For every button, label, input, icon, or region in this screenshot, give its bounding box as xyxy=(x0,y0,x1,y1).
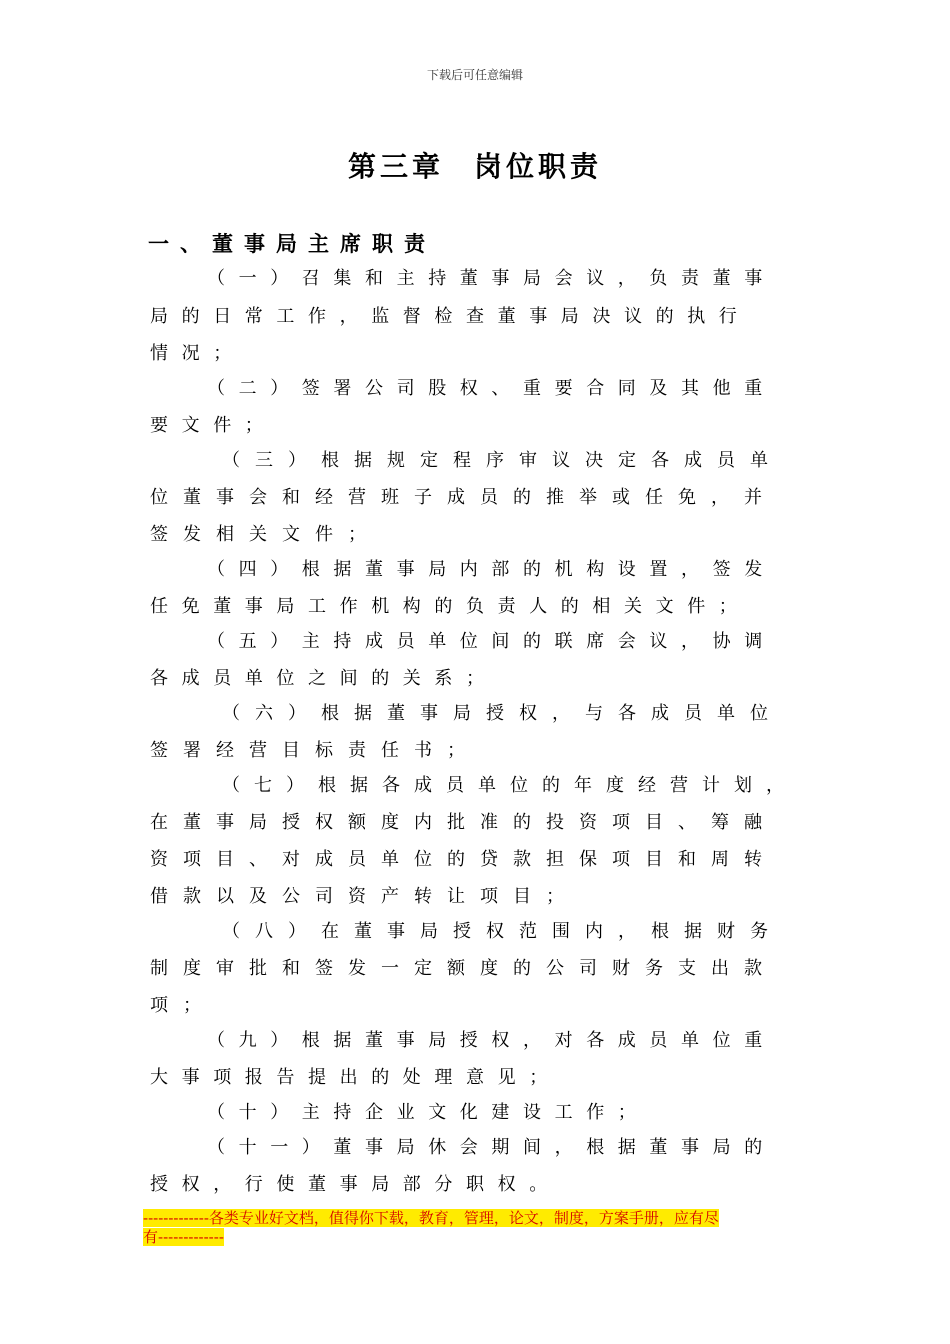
footer-promo xyxy=(143,1209,808,1247)
text-line: （五）主持成员单位间的联席会议，协调 xyxy=(207,631,776,652)
text-line: 各成员单位之间的关系； xyxy=(150,668,498,689)
text-line: 在董事局授权额度内批准的投资项目、筹融 xyxy=(150,812,777,833)
text-line: （十一）董事局休会期间，根据董事局的 xyxy=(207,1137,776,1158)
text-line: 大事项报告提出的处理意见； xyxy=(150,1067,561,1088)
text-line: （十）主持企业文化建设工作； xyxy=(207,1102,650,1123)
header-note: 下载后可任意编辑 xyxy=(426,68,523,82)
text-line: （八）在董事局授权范围内，根据财务 xyxy=(222,921,783,942)
text-line: 资项目、对成员单位的贷款担保项目和周转 xyxy=(150,849,777,870)
section-heading: 一、董事局主席职责 xyxy=(148,232,436,256)
text-line: 签署经营目标责任书； xyxy=(150,740,480,761)
text-line: 授权，行使董事局部分职权。 xyxy=(150,1174,561,1195)
text-line: 借款以及公司资产转让项目； xyxy=(150,886,579,907)
text-line: （六）根据董事局授权，与各成员单位 xyxy=(222,703,783,724)
text-line: （二）签署公司股权、重要合同及其他重 xyxy=(207,378,776,399)
chapter-number: 第三章 xyxy=(347,150,444,183)
text-line: （一）召集和主持董事局会议，负责董事 xyxy=(207,268,776,289)
text-line: 项； xyxy=(150,995,216,1016)
text-line: 位董事会和经营班子成员的推举或任免，并 xyxy=(150,487,777,508)
chapter-title xyxy=(0,145,950,185)
footer-promo-line2: 有------------- xyxy=(143,1228,224,1246)
text-line: 制度审批和签发一定额度的公司财务支出款 xyxy=(150,958,777,979)
text-line: 签发相关文件； xyxy=(150,524,381,545)
text-line: 任免董事局工作机构的负责人的相关文件； xyxy=(150,596,751,617)
text-line: （三）根据规定程序审议决定各成员单 xyxy=(222,450,783,471)
text-line: （四）根据董事局内部的机构设置，签发 xyxy=(207,559,776,580)
chapter-name: 岗位职责 xyxy=(474,150,603,183)
text-line: 要文件； xyxy=(150,415,277,436)
text-line: 情况； xyxy=(150,343,245,364)
text-line: 局的日常工作，监督检查董事局决议的执行 xyxy=(150,306,751,327)
text-line: （九）根据董事局授权，对各成员单位重 xyxy=(207,1030,776,1051)
footer-promo-line1: -------------各类专业好文档，值得你下载，教育，管理，论文，制度，方案手册，应有尽 xyxy=(143,1209,719,1227)
text-line: （七）根据各成员单位的年度经营计划， xyxy=(222,775,798,796)
